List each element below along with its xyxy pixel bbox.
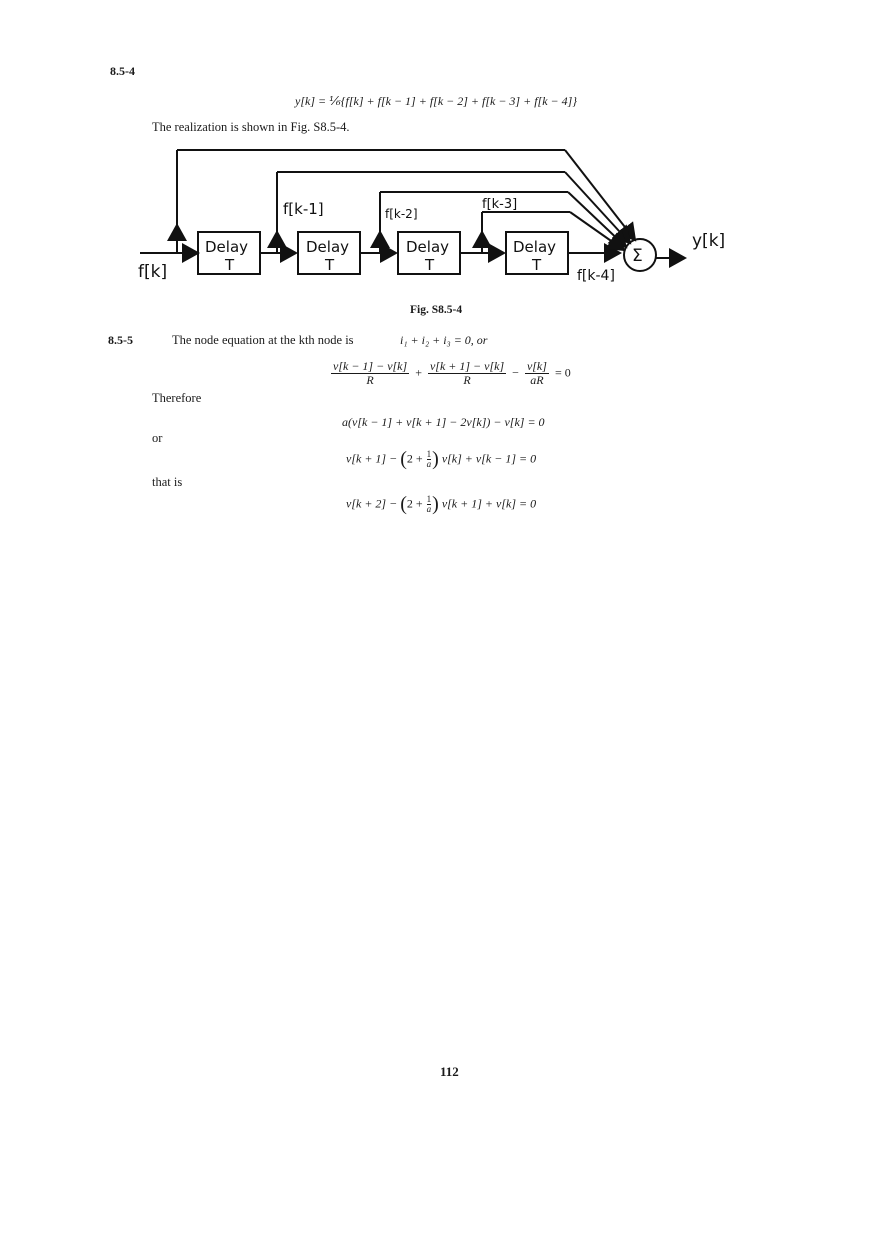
page-number: 112 bbox=[440, 1064, 459, 1079]
fraction-3: $\frac{v[k]}{aR}$ bbox=[526, 359, 547, 387]
tap-label-2: f[k-2] bbox=[385, 207, 418, 221]
word-therefore: Therefore bbox=[152, 391, 202, 405]
tap-label-3: f[k-3] bbox=[482, 197, 518, 212]
equation-2: a(v[k − 1] + v[k + 1] − 2v[k]) − v[k] = 0 bbox=[342, 415, 545, 429]
node-equation-intro-eq: i₁ + i₂ + i₃ = 0, or bbox=[400, 333, 488, 347]
tap-label-4: f[k-4] bbox=[577, 268, 615, 284]
tap-label-1: f[k-1] bbox=[283, 200, 324, 218]
output-label: y[k] bbox=[692, 231, 726, 251]
delay-label-4: Delay bbox=[513, 238, 557, 256]
block-diagram bbox=[130, 140, 750, 300]
fraction-2: $\frac{v[k + 1] - v[k]}{R}$ bbox=[429, 359, 505, 387]
sum-symbol: Σ bbox=[632, 246, 643, 266]
delay-label-3: Delay bbox=[406, 238, 450, 256]
delay-label-1: Delay bbox=[205, 238, 249, 256]
figure-caption: Fig. S8.5-4 bbox=[410, 304, 463, 316]
delay-sub-1: T bbox=[225, 256, 235, 274]
delay-sub-2: T bbox=[325, 256, 335, 274]
node-fraction-equation: $\frac{v[k - 1] - v[k]}{R}$ + $\frac{v[k + 1] - v[k]}{R}$ − $\frac{v[k]}{aR}$ = 0 bbox=[333, 359, 571, 387]
delay-sub-4: T bbox=[532, 256, 542, 274]
equation-4: v[k + 2] − (2 + $\frac{1}{a}$ ) v[k + 1] + v[k] = 0 bbox=[346, 493, 537, 515]
equation-y-k: y[k] = ⅙{f[k] + f[k − 1] + f[k − 2] + f[k − 3] + f[k − 4]} bbox=[295, 94, 578, 108]
equation-3: v[k + 1] − (2 + $\frac{1}{a}$ ) v[k] + v[k − 1] = 0 bbox=[346, 448, 537, 470]
problem-number-8-5-5: 8.5-5 bbox=[108, 333, 133, 347]
delay-sub-3: T bbox=[425, 256, 435, 274]
input-label: f[k] bbox=[138, 262, 168, 282]
node-equation-intro: The node equation at the kth node is bbox=[172, 333, 354, 347]
word-or: or bbox=[152, 431, 163, 445]
problem-number-8-5-4: 8.5-4 bbox=[110, 64, 135, 78]
fraction-1: $\frac{v[k - 1] - v[k]}{R}$ bbox=[333, 359, 408, 387]
delay-label-2: Delay bbox=[306, 238, 350, 256]
realization-text: The realization is shown in Fig. S8.5-4. bbox=[152, 120, 350, 134]
word-that-is: that is bbox=[152, 475, 183, 489]
